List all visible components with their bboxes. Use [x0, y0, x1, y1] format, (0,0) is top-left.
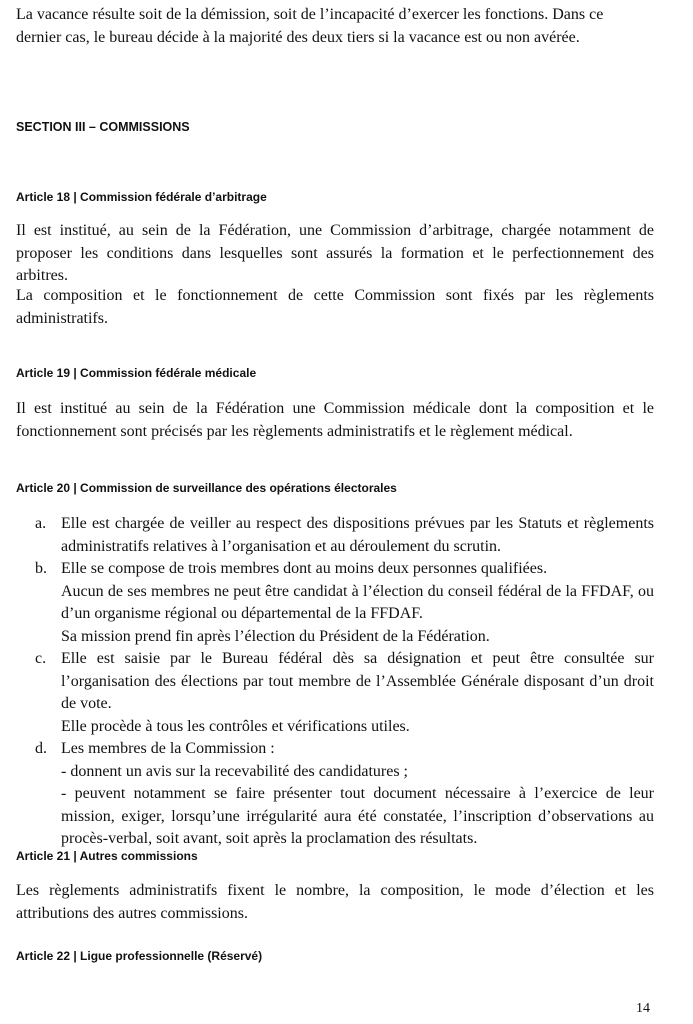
list-item: [30, 738, 654, 851]
list-item-text: - donnent un avis sur la recevabilité des candidatures ;: [61, 762, 408, 780]
article-21-heading: Article 21 | Autres commissions: [16, 849, 198, 863]
section-title: SECTION III – COMMISSIONS: [16, 120, 190, 134]
list-item-text: Elle se compose de trois membres dont au moins deux personnes qualifiées.: [61, 560, 548, 577]
list-item-text: Elle est saisie par le Bureau fédéral dès sa désignation et peut être consultée sur l’organisation des élections par tout membre de l’Assemblée Générale disposant d’un droit de vote.: [61, 650, 654, 712]
article-20-heading: Article 20 | Commission de surveillance des opérations électorales: [16, 481, 397, 495]
list-marker: d.: [35, 740, 47, 757]
article-18-heading: Article 18 | Commission fédérale d’arbitrage: [16, 190, 267, 204]
intro-line: La vacance résulte soit de la démission, soit de l’incapacité d’exercer les fonctions. Dans ce: [16, 6, 604, 23]
article-21-paragraph: Les règlements administratifs fixent le nombre, la composition, le mode d’élection et les attributions des autres commissions.: [16, 882, 654, 922]
list-marker: b.: [35, 560, 47, 577]
article-19-paragraph: Il est institué au sein de la Fédération une Commission médicale dont la composition et le fonctionnement sont précisés par les règlements administratifs et le règlement médical.: [16, 400, 654, 440]
article-22-heading: Article 22 | Ligue professionnelle (Réservé): [16, 949, 263, 963]
list-item-text: Elle est chargée de veiller au respect des dispositions prévues par les Statuts et règlements administratifs relatives à l’organisation et au déroulement du scrutin.: [61, 515, 654, 555]
list-item-text: Elle procède à tous les contrôles et vérifications utiles.: [61, 717, 410, 735]
list-item: [30, 558, 654, 648]
list-item: [30, 648, 654, 738]
article-20-list: [30, 513, 654, 851]
list-item-text: Les membres de la Commission :: [61, 740, 275, 757]
article-18-paragraph-2: La composition et le fonctionnement de cette Commission sont fixés par les règlements administratifs.: [16, 287, 654, 327]
intro-paragraph: [16, 4, 676, 49]
list-item-text: Sa mission prend fin après l’élection du Président de la Fédération.: [61, 627, 490, 645]
list-marker: a.: [35, 515, 47, 532]
list-marker: c.: [35, 650, 47, 667]
list-item-text: Aucun de ses membres ne peut être candidat à l’élection du conseil fédéral de la FFDAF, ou d’un organisme régional ou départemental de la FFDAF.: [61, 582, 654, 622]
list-item: [30, 513, 654, 558]
page-number: 14: [636, 1001, 650, 1016]
list-item-text: - peuvent notamment se faire présenter tout document nécessaire à l’exercice de leur mission, exiger, lorsqu’une irrégularité aura été constatée, l’inscription d’observations au procès-verbal, soit avant, soit après la proclamation des résultats.: [61, 785, 654, 847]
intro-line: dernier cas, le bureau décide à la majorité des deux tiers si la vacance est ou non avérée.: [16, 28, 580, 46]
article-19-heading: Article 19 | Commission fédérale médicale: [16, 366, 257, 380]
article-18-paragraph-1: Il est institué, au sein de la Fédération, une Commission d’arbitrage, chargée notamment de proposer les conditions dans lesquelles sont assurés la formation et le perfectionnement des arbitres.: [16, 222, 654, 284]
